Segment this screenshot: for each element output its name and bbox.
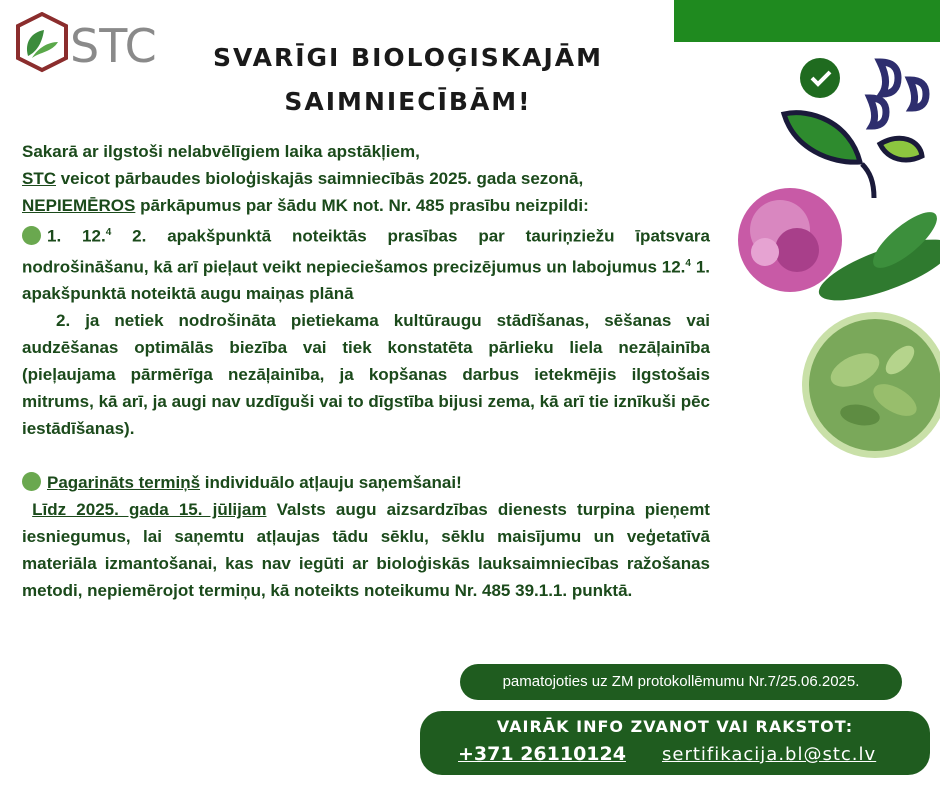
contact-heading: VAIRĀK INFO ZVANOT VAI RAKSTOT: <box>496 717 854 736</box>
page-title <box>150 36 666 124</box>
item-2: 2. ja netiek nodrošināta pietiekama kultūraugu stādīšanas, sēšanas vai audzēšanas optimālās biezība vai tiek konstatēta pārlieku liela nezāļainība (pieļaujama pārmērīga nezāļainība, ja kopšanas darbus ietekmējis ilgstošais mitrums, kā arī, ja augi nav uzdīguši vai to dīgstība bijusi zema, kā arī tie iznīkuši pēc iestādīšanas). <box>22 311 710 439</box>
intro-nepiemeros-line: NEPIEMĒROS pārkāpumus par šādu MK not. Nr. 485 prasību neizpildi: <box>22 196 589 215</box>
basis-note: pamatojoties uz ZM protokollēmumu Nr.7/25.06.2025. <box>460 664 902 700</box>
title-line-1: SVARĪGI BIOLOĢISKAJĀM <box>212 43 604 72</box>
extended-line: Pagarināts termiņš individuālo atļauju saņemšanai! <box>22 469 710 496</box>
top-green-bar <box>674 0 940 42</box>
deadline-paragraph: Līdz 2025. gada 15. jūlijam Valsts augu aizsardzības dienests turpina pieņemt iesniegumus, lai saņemtu atļaujas tādu sēklu, sēklu maisījumu un veģetatīvā materiāla izmantošanai, kas nav iegūti ar bioloģiskās lauksaimniecības ražošanas metodi, nepiemērojot termiņu, kā noteikts noteikumu Nr. 485 39.1.1. punktā. <box>22 500 710 601</box>
deadline-text: Līdz 2025. gada 15. jūlijam <box>32 500 267 520</box>
contact-box <box>420 711 930 775</box>
phone-link[interactable]: +371 26110124 <box>458 743 626 765</box>
intro-line: Sakarā ar ilgstoši nelabvēlīgiem laika apstākļiem, <box>22 142 420 161</box>
nepiemeros-text: NEPIEMĒROS <box>22 196 136 215</box>
email-link[interactable]: sertifikacija.bl@stc.lv <box>662 744 877 765</box>
logo-text: STC <box>70 19 157 73</box>
item-1: 1. 12.$^4$ 2. apakšpunktā noteiktās prasības par tauriņziežu īpatsvara nodrošināšanu, kā arī pieļaut veikt nepieciešamos precizējumus un labojumus 12.$^4$ 1. apakšpunktā noteiktā augu maiņas plānā <box>22 226 710 304</box>
clover-flower-image <box>735 180 940 310</box>
intro-stc-line: STC veicot pārbaudes bioloģiskajās saimniecībās 2025. gada sezonā, <box>22 169 584 188</box>
bullet-dot-icon <box>22 226 41 245</box>
pea-sprouts-image <box>800 300 940 470</box>
title-line-2: SAIMNIECĪBĀM! <box>284 87 532 116</box>
main-text <box>22 138 710 604</box>
stc-link-text: STC <box>22 169 56 188</box>
bullet-dot-icon <box>22 472 41 491</box>
extended-text: Pagarināts termiņš <box>47 473 201 493</box>
stc-logo <box>14 12 164 74</box>
